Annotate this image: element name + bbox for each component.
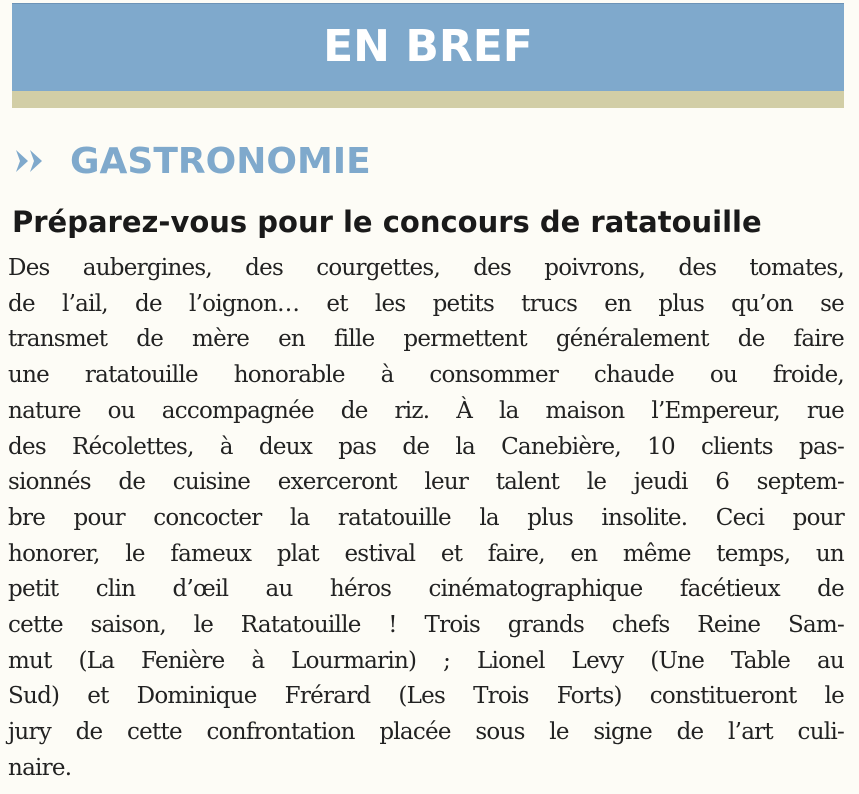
banner-title: EN BREF — [323, 21, 533, 72]
article-line: Des aubergines, des courgettes, des poivrons, des tomates, — [8, 255, 844, 281]
double-chevron-icon — [14, 146, 58, 176]
article-line: petit clin d’œil au héros cinématographique facétieux de — [8, 576, 844, 603]
article-body — [8, 251, 844, 787]
section-header — [14, 136, 371, 186]
article-headline: Préparez-vous pour le concours de ratatouille — [12, 205, 762, 239]
article-line: cette saison, le Ratatouille ! Trois grands chefs Reine Sam- — [8, 612, 844, 639]
article-line: naire. — [8, 754, 72, 781]
article-line: une ratatouille honorable à consommer chaude ou froide, — [8, 362, 844, 389]
article-line: jury de cette confrontation placée sous le signe de l’art culi- — [8, 719, 844, 746]
article-line: des Récolettes, à deux pas de la Canebière, 10 clients pas- — [8, 433, 844, 460]
section-label: GASTRONOMIE — [70, 140, 371, 182]
article-line: nature ou accompagnée de riz. À la maison l’Empereur, rue — [8, 397, 844, 424]
article-line: honorer, le fameux plat estival et faire, en même temps, un — [8, 540, 844, 567]
article-line: sionnés de cuisine exerceront leur talent le jeudi 6 septem- — [8, 469, 844, 496]
article-line: de l’ail, de l’oignon… et les petits trucs en plus qu’on se — [8, 290, 844, 317]
article-line: transmet de mère en fille permettent généralement de faire — [8, 326, 844, 353]
article-line: mut (La Fenière à Lourmarin) ; Lionel Levy (Une Table au — [8, 647, 844, 674]
article-line: Sud) et Dominique Frérard (Les Trois Forts) constitueront le — [8, 683, 844, 710]
article-line: bre pour concocter la ratatouille la plus insolite. Ceci pour — [8, 504, 844, 531]
banner-underline — [12, 91, 844, 108]
